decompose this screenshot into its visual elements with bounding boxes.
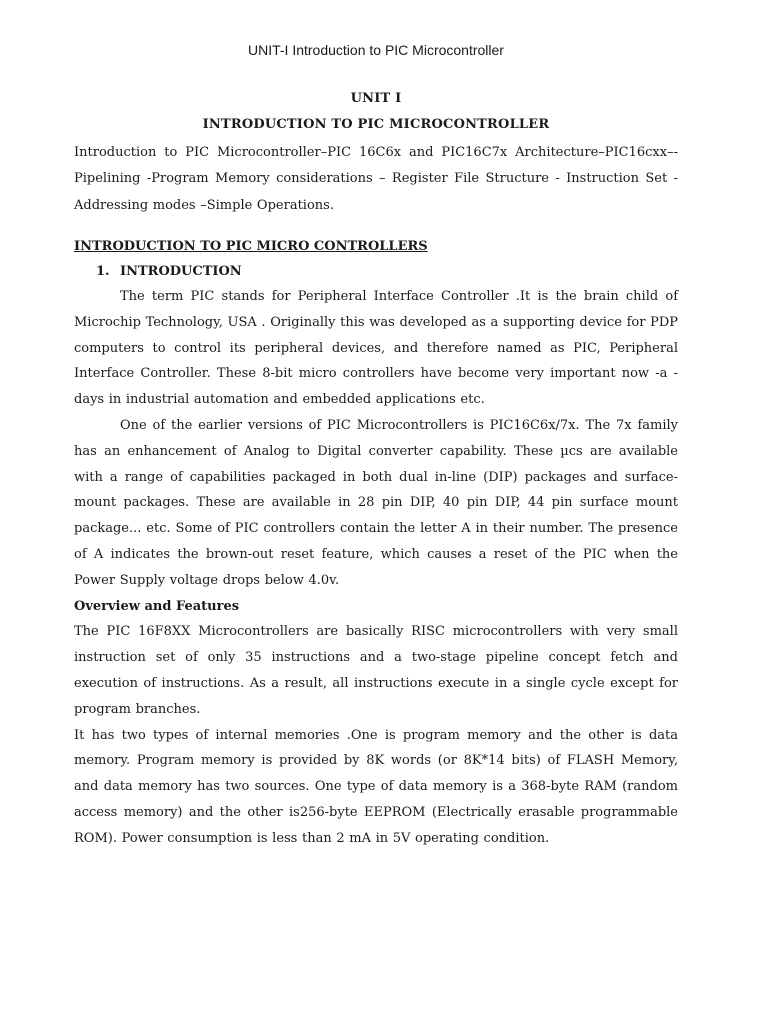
intro-paragraph-2: One of the earlier versions of PIC Microcontrollers is PIC16C6x/7x. The 7x family has an enhancement of Analog to Digital converter capability. These µcs are available with a range of capabilities packaged in both dual in-line (DIP) packages and surface-mount packages. These are available in 28 pin DIP, 40 pin DIP, 44 pin surface mount package... etc. Some of PIC controllers contain the letter A in their number. The presence of A indicates the brown-out reset feature, which causes a reset of the PIC when the Power Supply voltage drops below 4.0v. xyxy=(74,418,678,588)
subsection-number: 1. xyxy=(96,264,110,280)
overview-paragraph-1: The PIC 16F8XX Microcontrollers are basically RISC microcontrollers with very small instruction set of only 35 instructions and a two-stage pipeline concept fetch and execution of instructions. As a result, all instructions execute in a single cycle except for program branches. xyxy=(74,624,678,717)
overview-heading: Overview and Features xyxy=(74,598,240,614)
overview-paragraph-2: It has two types of internal memories .One is program memory and the other is data memory. Program memory is provided by 8K words (or 8K*14 bits) of FLASH Memory, and data memory has two sources. One type of data memory is a 368-byte RAM (random access memory) and the other is256-byte EEPROM (Electrically erasable programmable ROM). Power consumption is less than 2 mA in 5V operating condition. xyxy=(74,727,678,846)
intro-paragraph-1: The term PIC stands for Peripheral Interface Controller .It is the brain child of Microchip Technology, USA . Originally this was developed as a supporting device for PDP computers to control its peripheral devices, and therefore named as PIC, Peripheral Interface Controller. These 8-bit micro controllers have become very important now -a -days in industrial automation and embedded applications etc. xyxy=(74,289,678,408)
syllabus-paragraph: Introduction to PIC Microcontroller–PIC 16C6x and PIC16C7x Architecture–PIC16cxx–- Pipelining -Program Memory considerations – Register File Structure - Instruction Set - Addressing modes –Simple Operations. xyxy=(74,144,678,213)
subsection-title: INTRODUCTION xyxy=(120,264,242,280)
subsection-heading xyxy=(96,260,678,284)
document-body xyxy=(74,86,678,852)
running-header: UNIT-I Introduction to PIC Microcontroller xyxy=(248,42,504,58)
section-heading: INTRODUCTION TO PIC MICRO CONTROLLERS xyxy=(74,239,428,255)
unit-label: UNIT I xyxy=(350,91,402,106)
unit-title: INTRODUCTION TO PIC MICROCONTROLLER xyxy=(202,116,550,132)
